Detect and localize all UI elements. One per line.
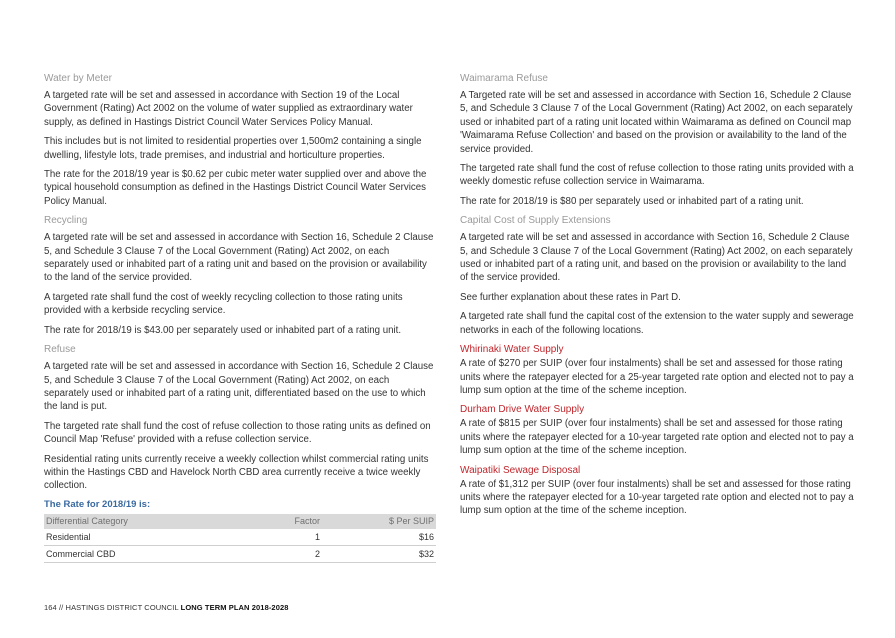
- paragraph: The rate for the 2018/19 year is $0.62 per cubic meter water supplied over and above the typical household consumption as defined in the Hastings District Council Water Services Policy Manual.: [44, 169, 427, 207]
- paragraph: The rate for 2018/19 is $80 per separately used or inhabited part of a rating unit.: [460, 195, 804, 207]
- column-header: Differential Category: [44, 514, 228, 529]
- paragraph: A targeted rate will be set and assessed in accordance with Section 16, Schedule 2 Clause 5, and Schedule 3 Clause 7 of the Local Government (Rating) Act 2002, on each separately used or inhabited part of a rating unit, differentiated based on the use to which the land is put.: [44, 361, 434, 413]
- table-cell: 2: [228, 545, 322, 562]
- right-column: [460, 72, 855, 524]
- paragraph: A Targeted rate will be set and assessed in accordance with Section 16, Schedule 2 Clause 5, and Schedule 3 Clause 7 of the Local Government (Rating) Act 2002, on each separately used or inhabited part of a rating unit located within Waimarama as defined on Council map 'Waimarama Refuse Collection' and based on the provision or availability to the land of the service provided.: [460, 90, 853, 155]
- whirinaki-section: [460, 343, 855, 397]
- table-cell: $16: [322, 529, 436, 546]
- paragraph: The targeted rate shall fund the cost of refuse collection to those rating units provided with a weekly domestic refuse collection service in Waimarama.: [460, 163, 854, 188]
- subsection-heading: Whirinaki Water Supply: [460, 344, 564, 356]
- paragraph: Residential rating units currently receive a weekly collection whilst commercial rating units within the Hastings CBD and Havelock North CBD area currently receive a twice weekly collection.: [44, 453, 429, 492]
- water-by-meter-section: [44, 72, 436, 208]
- page-footer: [44, 603, 289, 612]
- durham-drive-section: [460, 403, 855, 457]
- paragraph: A targeted rate shall fund the cost of weekly recycling collection to those rating units provided with a kerbside recycling service.: [44, 291, 403, 317]
- paragraph: A rate of $815 per SUIP (over four instalments) shall be set and assessed for those rating units where the ratepayer elected for a 10-year targeted rate option and elected not to pay a lump sum option at the time of the scheme inception.: [460, 418, 854, 457]
- rate-table: [44, 514, 436, 563]
- table-row: [44, 545, 436, 562]
- section-heading: Capital Cost of Supply Extensions: [460, 215, 611, 227]
- rate-table-heading: The Rate for 2018/19 is:: [44, 498, 151, 510]
- subsection-heading: Durham Drive Water Supply: [460, 404, 585, 416]
- table-cell: Commercial CBD: [44, 545, 228, 562]
- paragraph: A targeted rate will be set and assessed in accordance with Section 16, Schedule 2 Clause 5, and Schedule 3 Clause 7 of the Local Government (Rating) Act 2002, on each separately used or inhabited part of a rating unit, and based on the provision or availability to the land of the service provided.: [460, 232, 853, 284]
- paragraph: The targeted rate shall fund the cost of refuse collection to those rating units as defined on Council Map 'Refuse' provided with a refuse collection service.: [44, 420, 431, 446]
- paragraph: See further explanation about these rates in Part D.: [460, 291, 681, 303]
- section-heading: Refuse: [44, 344, 76, 356]
- column-header: $ Per SUIP: [322, 514, 436, 529]
- paragraph: A rate of $270 per SUIP (over four instalments) shall be set and assessed for those rating units where the ratepayer elected for a 25-year targeted rate option and elected not to pay a lump sum option at the time of the scheme inception.: [460, 358, 854, 396]
- recycling-section: [44, 214, 436, 337]
- table-cell: Residential: [44, 529, 228, 546]
- footer-title: LONG TERM PLAN 2018-2028: [180, 603, 289, 612]
- capital-cost-section: [460, 214, 855, 337]
- column-header: Factor: [228, 514, 322, 529]
- refuse-section: [44, 343, 436, 493]
- waimarama-refuse-section: [460, 72, 855, 208]
- waipatiki-section: [460, 464, 855, 518]
- section-heading: Waimarama Refuse: [460, 73, 548, 84]
- paragraph: A targeted rate shall fund the capital cost of the extension to the water supply and sewerage networks in each of the following locations.: [460, 311, 854, 336]
- paragraph: A targeted rate will be set and assessed in accordance with Section 16, Schedule 2 Clause 5, and Schedule 3 Clause 7 of the Local Government (Rating) Act 2002, on each separately used or inhabited part of a rating unit and based on the provision or availability to the land of the service provided.: [44, 232, 434, 284]
- subsection-heading: Waipatiki Sewage Disposal: [460, 464, 581, 476]
- table-header-row: [44, 514, 436, 529]
- paragraph: A rate of $1,312 per SUIP (over four instalments) shall be set and assessed for those rating units where the ratepayer elected for a 10-year targeted rate option and elected not to pay a lump sum option at the time of the scheme inception.: [460, 478, 854, 517]
- table-cell: 1: [228, 529, 322, 546]
- footer-prefix: 164 // HASTINGS DISTRICT COUNCIL: [44, 603, 181, 612]
- table-row: [44, 529, 436, 546]
- paragraph: The rate for 2018/19 is $43.00 per separately used or inhabited part of a rating unit.: [44, 324, 402, 336]
- paragraph: This includes but is not limited to residential properties over 1,500m2 containing a single dwelling, lifestyle lots, trade premises, and industrial and horticulture properties.: [44, 136, 422, 161]
- left-column: [44, 72, 436, 563]
- section-heading: Water by Meter: [44, 73, 112, 84]
- table-cell: $32: [322, 545, 436, 562]
- paragraph: A targeted rate will be set and assessed in accordance with Section 19 of the Local Government (Rating) Act 2002 on the volume of water supplied as extraordinary water supply, as defined in Hastings District Council Water Services Policy Manual.: [44, 90, 413, 128]
- section-heading: Recycling: [44, 215, 88, 227]
